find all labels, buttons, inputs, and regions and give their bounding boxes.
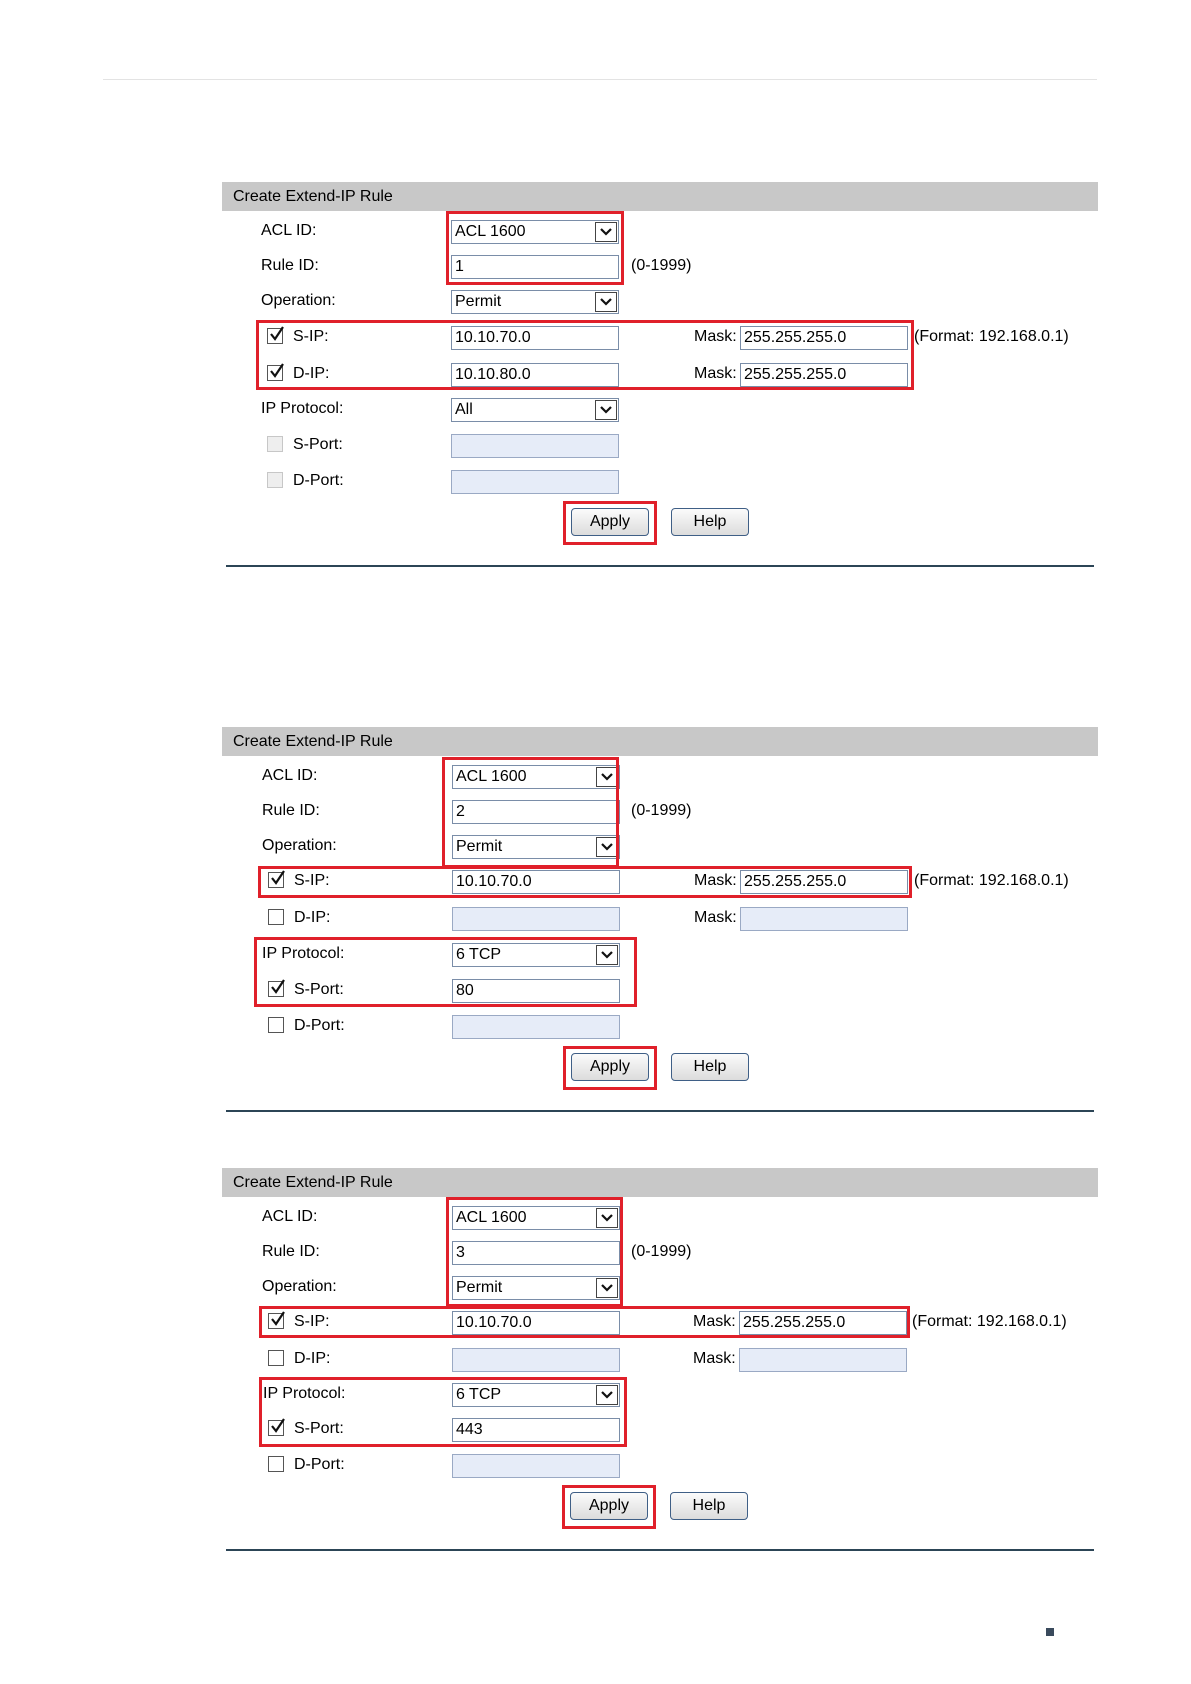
- d-port-input[interactable]: [451, 470, 619, 494]
- s-port-checkbox[interactable]: [268, 981, 284, 997]
- s-ip-mask-label: Mask:: [694, 872, 737, 889]
- operation-label: Operation:: [262, 837, 337, 854]
- s-ip-mask-input[interactable]: 255.255.255.0: [740, 870, 908, 894]
- s-ip-mask-label: Mask:: [694, 328, 737, 345]
- rule-id-input[interactable]: 1: [451, 255, 619, 279]
- s-port-input[interactable]: 80: [452, 979, 620, 1003]
- s-ip-mask-label: Mask:: [693, 1313, 736, 1330]
- s-ip-checkbox[interactable]: [268, 872, 284, 888]
- chevron-down-icon[interactable]: [596, 1278, 618, 1298]
- panel-header: Create Extend-IP Rule: [222, 727, 1098, 756]
- s-port-label: S-Port:: [294, 1420, 344, 1437]
- s-port-input[interactable]: [451, 434, 619, 458]
- help-button[interactable]: Help: [671, 1053, 749, 1081]
- s-port-label: S-Port:: [294, 981, 344, 998]
- operation-value: Permit: [456, 1279, 503, 1296]
- ip-protocol-label: IP Protocol:: [262, 945, 345, 962]
- s-ip-mask-input[interactable]: 255.255.255.0: [740, 326, 908, 350]
- apply-button[interactable]: Apply: [571, 1053, 649, 1081]
- acl-id-label: ACL ID:: [261, 222, 317, 239]
- operation-select[interactable]: [452, 835, 620, 859]
- operation-label: Operation:: [262, 1278, 337, 1295]
- d-port-checkbox[interactable]: [268, 1017, 284, 1033]
- s-port-checkbox[interactable]: [267, 436, 283, 452]
- operation-value: Permit: [456, 838, 503, 855]
- d-ip-mask-label: Mask:: [694, 365, 737, 382]
- rule-id-label: Rule ID:: [261, 257, 319, 274]
- apply-button[interactable]: Apply: [570, 1492, 648, 1520]
- d-port-label: D-Port:: [294, 1456, 345, 1473]
- rule-id-input[interactable]: 3: [452, 1241, 620, 1265]
- acl-id-select[interactable]: [452, 765, 620, 789]
- acl-id-value: ACL 1600: [456, 1209, 527, 1226]
- chevron-down-icon[interactable]: [596, 945, 618, 965]
- d-ip-input[interactable]: 10.10.80.0: [451, 363, 619, 387]
- d-port-checkbox[interactable]: [268, 1456, 284, 1472]
- rule-id-range-hint: (0-1999): [631, 802, 692, 819]
- create-extend-ip-rule-panel-3: [222, 1168, 1098, 1552]
- s-port-checkbox[interactable]: [268, 1420, 284, 1436]
- create-extend-ip-rule-panel-1: [222, 182, 1098, 566]
- rule-id-range-hint: (0-1999): [631, 257, 692, 274]
- acl-id-label: ACL ID:: [262, 767, 318, 784]
- s-port-label: S-Port:: [293, 436, 343, 453]
- acl-id-value: ACL 1600: [455, 223, 526, 240]
- operation-select[interactable]: [452, 1276, 620, 1300]
- chevron-down-icon[interactable]: [596, 1385, 618, 1405]
- ip-format-hint: (Format: 192.168.0.1): [912, 1313, 1067, 1330]
- s-ip-checkbox[interactable]: [267, 328, 283, 344]
- operation-select[interactable]: [451, 290, 619, 314]
- ip-protocol-value: All: [455, 401, 473, 418]
- chevron-down-icon[interactable]: [595, 222, 617, 242]
- ip-protocol-value: 6 TCP: [456, 1386, 502, 1403]
- d-ip-label: D-IP:: [293, 365, 330, 382]
- chevron-down-icon[interactable]: [596, 1208, 618, 1228]
- rule-id-range-hint: (0-1999): [631, 1243, 692, 1260]
- ip-protocol-select[interactable]: [451, 398, 619, 422]
- s-ip-input[interactable]: 10.10.70.0: [452, 870, 620, 894]
- panel-header: Create Extend-IP Rule: [222, 1168, 1098, 1197]
- chevron-down-icon[interactable]: [596, 837, 618, 857]
- d-ip-mask-input[interactable]: [739, 1348, 907, 1372]
- d-ip-checkbox[interactable]: [267, 365, 283, 381]
- create-extend-ip-rule-panel-2: [222, 727, 1098, 1111]
- help-button[interactable]: Help: [671, 508, 749, 536]
- s-ip-checkbox[interactable]: [268, 1313, 284, 1329]
- d-ip-checkbox[interactable]: [268, 1350, 284, 1366]
- d-ip-mask-input[interactable]: 255.255.255.0: [740, 363, 908, 387]
- apply-button[interactable]: Apply: [571, 508, 649, 536]
- s-ip-label: S-IP:: [294, 872, 330, 889]
- rule-id-input[interactable]: 2: [452, 800, 620, 824]
- chevron-down-icon[interactable]: [595, 400, 617, 420]
- chevron-down-icon[interactable]: [596, 767, 618, 787]
- d-ip-checkbox[interactable]: [268, 909, 284, 925]
- acl-id-value: ACL 1600: [456, 768, 527, 785]
- ip-protocol-label: IP Protocol:: [263, 1385, 346, 1402]
- acl-id-label: ACL ID:: [262, 1208, 318, 1225]
- acl-id-select[interactable]: [451, 220, 619, 244]
- d-ip-input[interactable]: [452, 1348, 620, 1372]
- chevron-down-icon[interactable]: [595, 292, 617, 312]
- ip-protocol-value: 6 TCP: [456, 946, 502, 963]
- d-port-input[interactable]: [452, 1015, 620, 1039]
- ip-format-hint: (Format: 192.168.0.1): [914, 328, 1069, 345]
- s-ip-label: S-IP:: [294, 1313, 330, 1330]
- d-port-input[interactable]: [452, 1454, 620, 1478]
- d-port-label: D-Port:: [293, 472, 344, 489]
- ip-protocol-label: IP Protocol:: [261, 400, 344, 417]
- panel-bottom-rule: [226, 1110, 1094, 1112]
- ip-protocol-select[interactable]: [452, 1383, 620, 1407]
- d-port-checkbox[interactable]: [267, 472, 283, 488]
- s-ip-mask-input[interactable]: 255.255.255.0: [739, 1311, 907, 1335]
- d-ip-label: D-IP:: [294, 909, 331, 926]
- ip-protocol-select[interactable]: [452, 943, 620, 967]
- d-ip-mask-label: Mask:: [693, 1350, 736, 1367]
- rule-id-label: Rule ID:: [262, 802, 320, 819]
- d-port-label: D-Port:: [294, 1017, 345, 1034]
- operation-label: Operation:: [261, 292, 336, 309]
- operation-value: Permit: [455, 293, 502, 310]
- s-ip-input[interactable]: 10.10.70.0: [452, 1311, 620, 1335]
- d-ip-mask-input[interactable]: [740, 907, 908, 931]
- d-ip-label: D-IP:: [294, 1350, 331, 1367]
- s-port-input[interactable]: 443: [452, 1418, 620, 1442]
- ip-format-hint: (Format: 192.168.0.1): [914, 872, 1069, 889]
- rule-id-label: Rule ID:: [262, 1243, 320, 1260]
- s-ip-input[interactable]: 10.10.70.0: [451, 326, 619, 350]
- page-top-rule: [103, 79, 1097, 80]
- help-button[interactable]: Help: [670, 1492, 748, 1520]
- page-marker: [1046, 1628, 1054, 1636]
- panel-header: Create Extend-IP Rule: [222, 182, 1098, 211]
- panel-bottom-rule: [226, 1549, 1094, 1551]
- d-ip-input[interactable]: [452, 907, 620, 931]
- s-ip-label: S-IP:: [293, 328, 329, 345]
- acl-id-select[interactable]: [452, 1206, 620, 1230]
- panel-bottom-rule: [226, 565, 1094, 567]
- d-ip-mask-label: Mask:: [694, 909, 737, 926]
